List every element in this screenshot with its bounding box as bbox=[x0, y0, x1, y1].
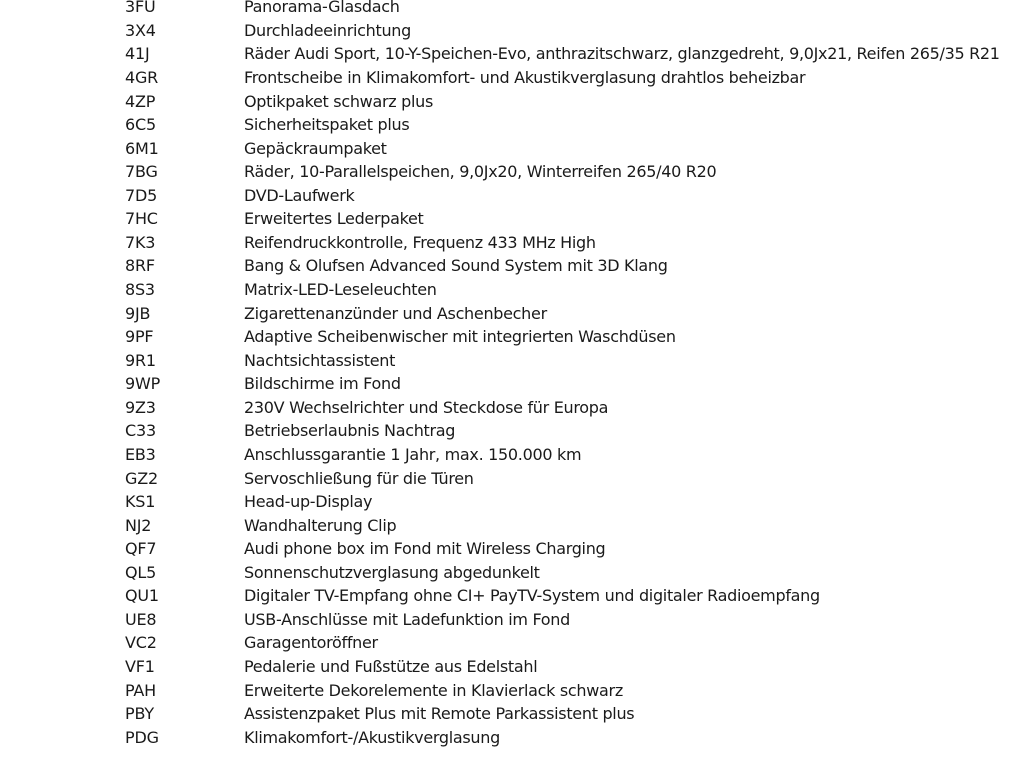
option-code: KS1 bbox=[125, 492, 156, 512]
option-description: Zigarettenanzünder und Aschenbecher bbox=[244, 303, 547, 323]
option-description: Wandhalterung Clip bbox=[244, 515, 397, 535]
option-description: Assistenzpaket Plus mit Remote Parkassistent plus bbox=[244, 704, 635, 724]
list-item bbox=[125, 42, 1005, 66]
list-item bbox=[125, 184, 1005, 208]
option-description: Panorama-Glasdach bbox=[244, 0, 400, 17]
option-description: Audi phone box im Fond mit Wireless Charging bbox=[244, 539, 606, 559]
option-code: 7K3 bbox=[125, 232, 156, 252]
option-code: PAH bbox=[125, 680, 157, 700]
list-item bbox=[125, 584, 1005, 608]
list-item bbox=[125, 608, 1005, 632]
option-description: Head-up-Display bbox=[244, 492, 373, 512]
list-item bbox=[125, 466, 1005, 490]
option-description: Servoschließung für die Türen bbox=[244, 468, 474, 488]
option-description: Adaptive Scheibenwischer mit integrierten Waschdüsen bbox=[244, 327, 676, 347]
list-item bbox=[125, 278, 1005, 302]
option-code: 8RF bbox=[125, 256, 155, 276]
option-code: PBY bbox=[125, 704, 154, 724]
list-item bbox=[125, 725, 1005, 749]
list-item bbox=[125, 0, 1005, 19]
option-description: Reifendruckkontrolle, Frequenz 433 MHz High bbox=[244, 232, 596, 252]
option-description: Optikpaket schwarz plus bbox=[244, 91, 433, 111]
option-code: 6M1 bbox=[125, 138, 159, 158]
list-item bbox=[125, 325, 1005, 349]
option-code: 3FU bbox=[125, 0, 156, 17]
option-description: Digitaler TV-Empfang ohne CI+ PayTV-System und digitaler Radioempfang bbox=[244, 586, 820, 606]
list-item bbox=[125, 207, 1005, 231]
list-item bbox=[125, 113, 1005, 137]
option-description: Sonnenschutzverglasung abgedunkelt bbox=[244, 562, 540, 582]
option-code: QU1 bbox=[125, 586, 159, 606]
option-code: 7HC bbox=[125, 209, 158, 229]
list-item bbox=[125, 89, 1005, 113]
list-item bbox=[125, 631, 1005, 655]
option-code: QL5 bbox=[125, 562, 157, 582]
equipment-list bbox=[125, 0, 1005, 749]
option-code: EB3 bbox=[125, 444, 156, 464]
option-description: Räder, 10-Parallelspeichen, 9,0Jx20, Winterreifen 265/40 R20 bbox=[244, 162, 717, 182]
option-description: Pedalerie und Fußstütze aus Edelstahl bbox=[244, 657, 538, 677]
list-item bbox=[125, 66, 1005, 90]
list-item bbox=[125, 396, 1005, 420]
option-description: Bildschirme im Fond bbox=[244, 374, 401, 394]
option-description: Klimakomfort-/Akustikverglasung bbox=[244, 727, 500, 747]
option-description: Garagentoröffner bbox=[244, 633, 378, 653]
option-code: 9JB bbox=[125, 303, 151, 323]
option-code: 6C5 bbox=[125, 115, 156, 135]
option-code: 9R1 bbox=[125, 350, 156, 370]
option-description: Betriebserlaubnis Nachtrag bbox=[244, 421, 456, 441]
option-code: 3X4 bbox=[125, 20, 156, 40]
option-description: 230V Wechselrichter und Steckdose für Europa bbox=[244, 397, 609, 417]
option-code: 7BG bbox=[125, 162, 158, 182]
option-description: DVD-Laufwerk bbox=[244, 185, 355, 205]
option-code: UE8 bbox=[125, 609, 157, 629]
option-code: VF1 bbox=[125, 657, 155, 677]
option-code: NJ2 bbox=[125, 515, 152, 535]
option-description: Erweiterte Dekorelemente in Klavierlack schwarz bbox=[244, 680, 623, 700]
option-description: Durchladeeinrichtung bbox=[244, 20, 411, 40]
option-description: Bang & Olufsen Advanced Sound System mit 3D Klang bbox=[244, 256, 668, 276]
list-item bbox=[125, 19, 1005, 43]
list-item bbox=[125, 301, 1005, 325]
list-item bbox=[125, 419, 1005, 443]
option-code: VC2 bbox=[125, 633, 157, 653]
option-description: Sicherheitspaket plus bbox=[244, 115, 410, 135]
list-item bbox=[125, 348, 1005, 372]
list-item bbox=[125, 372, 1005, 396]
option-code: 9WP bbox=[125, 374, 161, 394]
option-description: Nachtsichtassistent bbox=[244, 350, 396, 370]
option-code: PDG bbox=[125, 727, 159, 747]
option-description: USB-Anschlüsse mit Ladefunktion im Fond bbox=[244, 609, 570, 629]
option-description: Räder Audi Sport, 10-Y-Speichen-Evo, anthrazitschwarz, glanzgedreht, 9,0Jx21, Reifen 265/35 R21 bbox=[244, 44, 1000, 64]
option-code: 4ZP bbox=[125, 91, 156, 111]
list-item bbox=[125, 678, 1005, 702]
option-code: 9Z3 bbox=[125, 397, 156, 417]
option-code: 4GR bbox=[125, 67, 159, 87]
list-item bbox=[125, 136, 1005, 160]
option-description: Anschlussgarantie 1 Jahr, max. 150.000 km bbox=[244, 444, 582, 464]
option-description: Erweitertes Lederpaket bbox=[244, 209, 424, 229]
list-item bbox=[125, 443, 1005, 467]
option-code: GZ2 bbox=[125, 468, 158, 488]
list-item bbox=[125, 231, 1005, 255]
option-code: QF7 bbox=[125, 539, 157, 559]
list-item bbox=[125, 513, 1005, 537]
list-item bbox=[125, 702, 1005, 726]
list-item bbox=[125, 537, 1005, 561]
option-code: 7D5 bbox=[125, 185, 158, 205]
option-description: Frontscheibe in Klimakomfort- und Akustikverglasung drahtlos beheizbar bbox=[244, 67, 806, 87]
list-item bbox=[125, 490, 1005, 514]
option-code: 41J bbox=[125, 44, 150, 64]
option-description: Gepäckraumpaket bbox=[244, 138, 387, 158]
option-code: 8S3 bbox=[125, 280, 155, 300]
list-item bbox=[125, 160, 1005, 184]
list-item bbox=[125, 655, 1005, 679]
list-item bbox=[125, 254, 1005, 278]
option-code: 9PF bbox=[125, 327, 154, 347]
list-item bbox=[125, 561, 1005, 585]
option-code: C33 bbox=[125, 421, 156, 441]
option-description: Matrix-LED-Leseleuchten bbox=[244, 280, 437, 300]
